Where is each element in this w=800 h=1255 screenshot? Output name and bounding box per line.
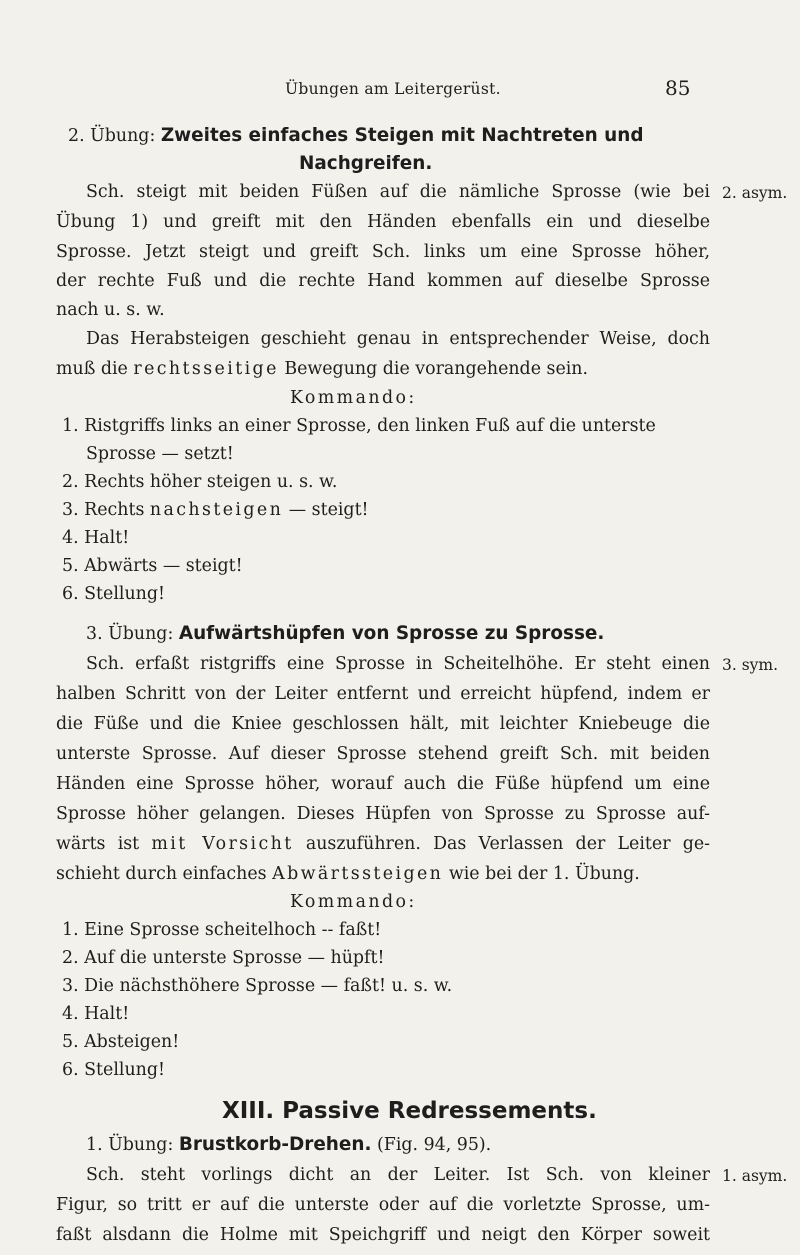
kommando-label: Kommando: (290, 892, 417, 912)
paragraph-line: unterste Sprosse. Auf dieser Sprosse stehend greift Sch. mit beiden (56, 744, 710, 764)
page-number: 85 (665, 76, 691, 100)
command-item: 4. Halt! (62, 528, 130, 548)
paragraph-line: nach u. s. w. (56, 300, 165, 320)
paragraph-line: Sprosse höher gelangen. Dieses Hüpfen von Sprosse zu Sprosse auf- (56, 804, 710, 824)
command-item: 5. Absteigen! (62, 1032, 180, 1052)
paragraph-line: Figur, so tritt er auf die unterste oder auf die vorletzte Sprosse, um- (56, 1195, 710, 1215)
command-item: 1. Eine Sprosse scheitelhoch -- faßt! (62, 920, 382, 940)
command-item-cont: Sprosse — setzt! (86, 444, 234, 464)
paragraph-line: halben Schritt von der Leiter entfernt und erreicht hüpfend, indem er (56, 684, 710, 704)
exercise-2-title-cont: Nachgreifen. (299, 153, 433, 174)
paragraph-line: faßt alsdann die Holme mit Speichgriff und neigt den Körper soweit (56, 1225, 710, 1245)
margin-note: 2. asym. (722, 184, 788, 202)
paragraph-line: der rechte Fuß und die rechte Hand kommen auf dieselbe Sprosse (56, 271, 710, 291)
paragraph-line: Sch. steigt mit beiden Füßen auf die nämliche Sprosse (wie bei (86, 182, 710, 202)
paragraph-line: schieht durch einfaches Abwärtssteigen wie bei der 1. Übung. (56, 864, 640, 884)
exercise-1-title: 1. Übung: Brustkorb-Drehen. (Fig. 94, 95). (86, 1134, 492, 1155)
paragraph-line: Das Herabsteigen geschieht genau in entsprechender Weise, doch (86, 329, 710, 349)
running-header: Übungen am Leitergerüst. (285, 80, 501, 98)
command-item: 6. Stellung! (62, 584, 165, 604)
margin-note: 1. asym. (722, 1167, 788, 1185)
kommando-label: Kommando: (290, 388, 417, 408)
paragraph-line: Händen eine Sprosse höher, worauf auch die Füße hüpfend um eine (56, 774, 710, 794)
emphasis-spaced: rechtsseitige (133, 359, 279, 379)
paragraph-line: Übung 1) und greift mit den Händen ebenfalls ein und dieselbe (56, 212, 710, 232)
paragraph-line: muß die rechtsseitige Bewegung die vorangehende sein. (56, 359, 589, 379)
command-item: 3. Die nächsthöhere Sprosse — faßt! u. s. w. (62, 976, 453, 996)
command-item: 4. Halt! (62, 1004, 130, 1024)
command-item: 2. Auf die unterste Sprosse — hüpft! (62, 948, 385, 968)
command-item: 5. Abwärts — steigt! (62, 556, 243, 576)
command-item: 3. Rechts nachsteigen — steigt! (62, 500, 369, 520)
command-item: 2. Rechts höher steigen u. s. w. (62, 472, 338, 492)
section-heading: XIII. Passive Redressements. (222, 1098, 597, 1124)
paragraph-line: Sch. steht vorlings dicht an der Leiter. Ist Sch. von kleiner (86, 1165, 710, 1185)
paragraph-line: Sch. erfaßt ristgriffs eine Sprosse in Scheitelhöhe. Er steht einen (86, 654, 710, 674)
command-item: 6. Stellung! (62, 1060, 165, 1080)
exercise-3-title: 3. Übung: Aufwärtshüpfen von Sprosse zu Sprosse. (86, 623, 605, 644)
margin-note: 3. sym. (722, 656, 779, 674)
paragraph-line: Sprosse. Jetzt steigt und greift Sch. links um eine Sprosse höher, (56, 242, 710, 262)
command-item: 1. Ristgriffs links an einer Sprosse, den linken Fuß auf die unterste (62, 416, 656, 436)
paragraph-line: die Füße und die Kniee geschlossen hält, mit leichter Kniebeuge die (56, 714, 710, 734)
exercise-2-title: 2. Übung: Zweites einfaches Steigen mit Nachtreten und (68, 125, 644, 146)
paragraph-line: wärts ist mit Vorsicht auszuführen. Das Verlassen der Leiter ge- (56, 834, 711, 854)
